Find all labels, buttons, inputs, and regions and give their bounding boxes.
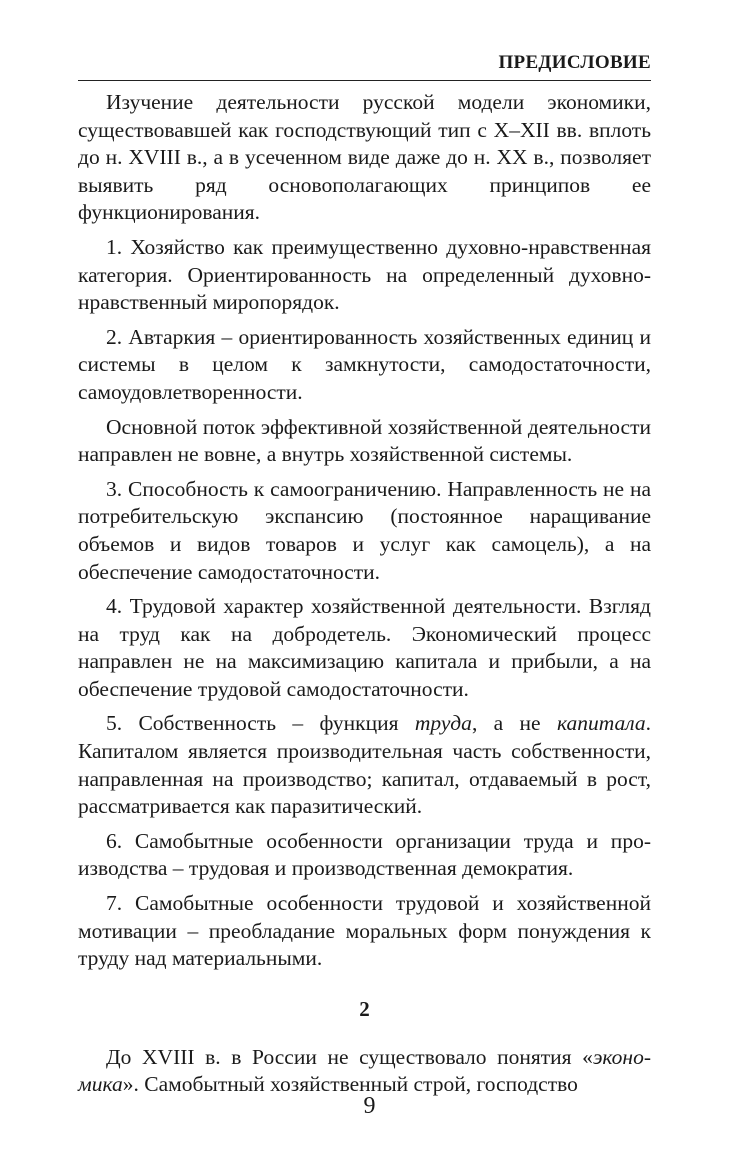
p5-end: . Капиталом является производительная часть собственности, направленная на производство; капитал, отдаваемый в рост, рассматривается как паразитический. — [78, 711, 652, 819]
paragraph-principle-2: 2. Автаркия – ориентированность хозяйственных единиц и системы в целом к замкнутости, самодостаточности, самоудовлетворенности. — [78, 324, 651, 404]
paragraph-intro: Изучение деятельности русской модели экономики, существовавшей как господствующий тип с X–XII вв. вплоть до н. XVIII в., а в усеченном виде даже до н. XX в., позволяет выявить ряд основополагающих принципов ее функционирования. — [78, 90, 651, 225]
p5-italic-capital: капитала — [556, 711, 646, 736]
paragraph-section-2 — [78, 1044, 651, 1099]
p8-start: До XVIII в. в России не существовало понятия « — [106, 1044, 593, 1069]
paragraph-principle-2-cont: Основной поток эффективной хозяйственной деятельности направлен не вовне, а внутрь хозяйственной системы. — [78, 414, 651, 467]
section-number: 2 — [359, 996, 370, 1021]
paragraph-principle-1: 1. Хозяйство как преимущественно духовно-нравственная категория. Ориентированность на определенный духовно-нравственный миропорядок. — [78, 234, 651, 315]
header-rule — [78, 80, 651, 81]
p8-italic-economy: экономика — [78, 1044, 651, 1097]
page-number: 9 — [363, 1093, 376, 1119]
p5-italic-labor: труда — [414, 711, 472, 736]
p8-end: ». Самобытный хозяйственный строй, господство — [122, 1072, 578, 1097]
paragraph-principle-3: 3. Способность к самоограничению. Направленность не на потребительскую экспансию (постоянное наращивание объемов и видов товаров и услуг как самоцель), а на обеспечение самодостаточности. — [78, 476, 651, 584]
p5-start: 5. Собственность – функция — [106, 711, 415, 736]
paragraph-principle-4: 4. Трудовой характер хозяйственной деятельности. Взгляд на труд как на добродетель. Экономический процесс направлен не на максимизацию капитала и прибыли, а на обеспечение трудовой самодостаточности. — [78, 594, 651, 701]
body-text — [78, 89, 651, 1099]
paragraph-principle-7: 7. Самобытные особенности трудовой и хозяйственной мотивации – преобладание моральных форм понуждения к труду над материальными. — [78, 891, 651, 971]
p5-mid: , а не — [471, 711, 557, 736]
paragraph-principle-6: 6. Самобытные особенности организации труда и производства – трудовая и производственная демократия. — [78, 828, 651, 881]
paragraph-principle-5 — [78, 710, 651, 820]
running-head: ПРЕДИСЛОВИЕ — [498, 52, 651, 73]
